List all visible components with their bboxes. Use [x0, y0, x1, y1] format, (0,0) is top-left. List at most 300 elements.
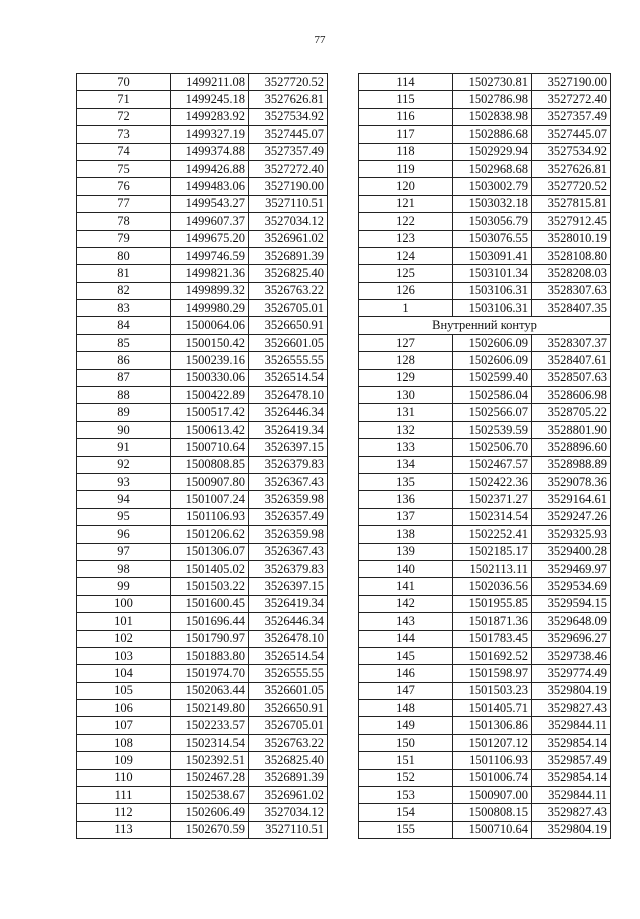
- point-number-cell: 144: [359, 630, 453, 647]
- table-row: [77, 300, 328, 317]
- point-number-cell: 98: [77, 560, 171, 577]
- x-coordinate-cell: 1502063.44: [171, 682, 249, 699]
- point-number-cell: 80: [77, 247, 171, 264]
- y-coordinate-cell: 3526763.22: [249, 734, 328, 751]
- point-number-cell: 75: [77, 160, 171, 177]
- x-coordinate-cell: 1500517.42: [171, 404, 249, 421]
- x-coordinate-cell: 1499374.88: [171, 143, 249, 160]
- y-coordinate-cell: 3526357.49: [249, 508, 328, 525]
- table-row: [77, 126, 328, 143]
- point-number-cell: 101: [77, 613, 171, 630]
- y-coordinate-cell: 3526379.83: [249, 560, 328, 577]
- y-coordinate-cell: 3529738.46: [532, 647, 611, 664]
- table-row: [77, 160, 328, 177]
- y-coordinate-cell: 3529827.43: [532, 700, 611, 717]
- x-coordinate-cell: 1500710.64: [453, 821, 532, 838]
- section-heading-row: [359, 317, 611, 334]
- y-coordinate-cell: 3526397.15: [249, 439, 328, 456]
- table-row: [77, 108, 328, 125]
- point-number-cell: 141: [359, 578, 453, 595]
- x-coordinate-cell: 1502233.57: [171, 717, 249, 734]
- y-coordinate-cell: 3527815.81: [532, 195, 611, 212]
- point-number-cell: 139: [359, 543, 453, 560]
- point-number-cell: 116: [359, 108, 453, 125]
- point-number-cell: 109: [77, 752, 171, 769]
- x-coordinate-cell: 1500613.42: [171, 421, 249, 438]
- table-row: [359, 247, 611, 264]
- y-coordinate-cell: 3526705.01: [249, 300, 328, 317]
- y-coordinate-cell: 3526825.40: [249, 752, 328, 769]
- point-number-cell: 128: [359, 352, 453, 369]
- x-coordinate-cell: 1501503.23: [453, 682, 532, 699]
- point-number-cell: 77: [77, 195, 171, 212]
- x-coordinate-cell: 1499821.36: [171, 265, 249, 282]
- table-row: [77, 91, 328, 108]
- point-number-cell: 121: [359, 195, 453, 212]
- y-coordinate-cell: 3526359.98: [249, 526, 328, 543]
- y-coordinate-cell: 3526891.39: [249, 769, 328, 786]
- table-row: [77, 74, 328, 91]
- point-number-cell: 93: [77, 473, 171, 490]
- y-coordinate-cell: 3527912.45: [532, 213, 611, 230]
- y-coordinate-cell: 3526397.15: [249, 578, 328, 595]
- table-row: [77, 665, 328, 682]
- x-coordinate-cell: 1500808.85: [171, 456, 249, 473]
- table-row: [77, 265, 328, 282]
- point-number-cell: 143: [359, 613, 453, 630]
- point-number-cell: 138: [359, 526, 453, 543]
- x-coordinate-cell: 1500907.00: [453, 787, 532, 804]
- point-number-cell: 72: [77, 108, 171, 125]
- y-coordinate-cell: 3529804.19: [532, 821, 611, 838]
- point-number-cell: 134: [359, 456, 453, 473]
- point-number-cell: 136: [359, 491, 453, 508]
- x-coordinate-cell: 1500710.64: [171, 439, 249, 456]
- y-coordinate-cell: 3527110.51: [249, 821, 328, 838]
- y-coordinate-cell: 3529844.11: [532, 787, 611, 804]
- coordinates-table-left: [76, 73, 328, 839]
- x-coordinate-cell: 1501955.85: [453, 595, 532, 612]
- table-row: [77, 282, 328, 299]
- table-row: [77, 804, 328, 821]
- x-coordinate-cell: 1499483.06: [171, 178, 249, 195]
- point-number-cell: 115: [359, 91, 453, 108]
- point-number-cell: 76: [77, 178, 171, 195]
- point-number-cell: 140: [359, 560, 453, 577]
- point-number-cell: 88: [77, 387, 171, 404]
- y-coordinate-cell: 3529648.09: [532, 613, 611, 630]
- table-row: [77, 508, 328, 525]
- x-coordinate-cell: 1501405.71: [453, 700, 532, 717]
- point-number-cell: 99: [77, 578, 171, 595]
- x-coordinate-cell: 1501790.97: [171, 630, 249, 647]
- y-coordinate-cell: 3528606.98: [532, 387, 611, 404]
- table-row: [77, 787, 328, 804]
- y-coordinate-cell: 3526367.43: [249, 543, 328, 560]
- table-row: [359, 334, 611, 351]
- point-number-cell: 155: [359, 821, 453, 838]
- point-number-cell: 74: [77, 143, 171, 160]
- y-coordinate-cell: 3528988.89: [532, 456, 611, 473]
- point-number-cell: 81: [77, 265, 171, 282]
- table-row: [77, 578, 328, 595]
- table-row: [359, 230, 611, 247]
- point-number-cell: 107: [77, 717, 171, 734]
- point-number-cell: 151: [359, 752, 453, 769]
- point-number-cell: 78: [77, 213, 171, 230]
- x-coordinate-cell: 1499283.92: [171, 108, 249, 125]
- table-row: [77, 647, 328, 664]
- x-coordinate-cell: 1502538.67: [171, 787, 249, 804]
- table-row: [359, 543, 611, 560]
- table-row: [77, 630, 328, 647]
- x-coordinate-cell: 1503076.55: [453, 230, 532, 247]
- table-row: [77, 682, 328, 699]
- y-coordinate-cell: 3527357.49: [532, 108, 611, 125]
- table-row: [77, 613, 328, 630]
- x-coordinate-cell: 1502566.07: [453, 404, 532, 421]
- x-coordinate-cell: 1502586.04: [453, 387, 532, 404]
- x-coordinate-cell: 1501883.80: [171, 647, 249, 664]
- point-number-cell: 153: [359, 787, 453, 804]
- point-number-cell: 130: [359, 387, 453, 404]
- table-row: [77, 352, 328, 369]
- x-coordinate-cell: 1500330.06: [171, 369, 249, 386]
- table-row: [359, 421, 611, 438]
- point-number-cell: 73: [77, 126, 171, 143]
- y-coordinate-cell: 3529078.36: [532, 473, 611, 490]
- y-coordinate-cell: 3527272.40: [249, 160, 328, 177]
- y-coordinate-cell: 3529827.43: [532, 804, 611, 821]
- y-coordinate-cell: 3528896.60: [532, 439, 611, 456]
- y-coordinate-cell: 3528010.19: [532, 230, 611, 247]
- point-number-cell: 70: [77, 74, 171, 91]
- y-coordinate-cell: 3529469.97: [532, 560, 611, 577]
- point-number-cell: 145: [359, 647, 453, 664]
- point-number-cell: 95: [77, 508, 171, 525]
- table-row: [77, 143, 328, 160]
- table-row: [359, 734, 611, 751]
- y-coordinate-cell: 3527626.81: [532, 160, 611, 177]
- y-coordinate-cell: 3527357.49: [249, 143, 328, 160]
- point-number-cell: 127: [359, 334, 453, 351]
- y-coordinate-cell: 3526763.22: [249, 282, 328, 299]
- page-number: 77: [314, 34, 326, 46]
- y-coordinate-cell: 3526555.55: [249, 665, 328, 682]
- x-coordinate-cell: 1500239.16: [171, 352, 249, 369]
- table-row: [77, 195, 328, 212]
- table-row: [359, 195, 611, 212]
- table-row: [77, 700, 328, 717]
- point-number-cell: 126: [359, 282, 453, 299]
- x-coordinate-cell: 1502467.28: [171, 769, 249, 786]
- y-coordinate-cell: 3528407.35: [532, 300, 611, 317]
- table-row: [77, 526, 328, 543]
- table-row: [359, 526, 611, 543]
- table-row: [359, 508, 611, 525]
- y-coordinate-cell: 3526891.39: [249, 247, 328, 264]
- x-coordinate-cell: 1503032.18: [453, 195, 532, 212]
- y-coordinate-cell: 3527720.52: [532, 178, 611, 195]
- x-coordinate-cell: 1503002.79: [453, 178, 532, 195]
- x-coordinate-cell: 1500064.06: [171, 317, 249, 334]
- point-number-cell: 100: [77, 595, 171, 612]
- y-coordinate-cell: 3529247.26: [532, 508, 611, 525]
- y-coordinate-cell: 3526446.34: [249, 404, 328, 421]
- x-coordinate-cell: 1499327.19: [171, 126, 249, 143]
- y-coordinate-cell: 3529854.14: [532, 734, 611, 751]
- y-coordinate-cell: 3527034.12: [249, 804, 328, 821]
- y-coordinate-cell: 3526478.10: [249, 630, 328, 647]
- x-coordinate-cell: 1502371.27: [453, 491, 532, 508]
- point-number-cell: 142: [359, 595, 453, 612]
- x-coordinate-cell: 1502422.36: [453, 473, 532, 490]
- y-coordinate-cell: 3527272.40: [532, 91, 611, 108]
- table-row: [77, 560, 328, 577]
- point-number-cell: 125: [359, 265, 453, 282]
- point-number-cell: 119: [359, 160, 453, 177]
- y-coordinate-cell: 3526705.01: [249, 717, 328, 734]
- table-row: [359, 213, 611, 230]
- y-coordinate-cell: 3528705.22: [532, 404, 611, 421]
- table-row: [77, 543, 328, 560]
- x-coordinate-cell: 1501007.24: [171, 491, 249, 508]
- y-coordinate-cell: 3527720.52: [249, 74, 328, 91]
- x-coordinate-cell: 1502730.81: [453, 74, 532, 91]
- point-number-cell: 117: [359, 126, 453, 143]
- table-row: [359, 265, 611, 282]
- x-coordinate-cell: 1502539.59: [453, 421, 532, 438]
- y-coordinate-cell: 3526825.40: [249, 265, 328, 282]
- y-coordinate-cell: 3526379.83: [249, 456, 328, 473]
- table-row: [359, 665, 611, 682]
- point-number-cell: 83: [77, 300, 171, 317]
- x-coordinate-cell: 1499211.08: [171, 74, 249, 91]
- point-number-cell: 154: [359, 804, 453, 821]
- y-coordinate-cell: 3526601.05: [249, 334, 328, 351]
- x-coordinate-cell: 1501871.36: [453, 613, 532, 630]
- table-row: [77, 317, 328, 334]
- x-coordinate-cell: 1502185.17: [453, 543, 532, 560]
- point-number-cell: 147: [359, 682, 453, 699]
- x-coordinate-cell: 1499245.18: [171, 91, 249, 108]
- y-coordinate-cell: 3529325.93: [532, 526, 611, 543]
- point-number-cell: 114: [359, 74, 453, 91]
- point-number-cell: 135: [359, 473, 453, 490]
- x-coordinate-cell: 1502036.56: [453, 578, 532, 595]
- table-row: [359, 613, 611, 630]
- y-coordinate-cell: 3526601.05: [249, 682, 328, 699]
- x-coordinate-cell: 1502606.09: [453, 334, 532, 351]
- point-number-cell: 131: [359, 404, 453, 421]
- point-number-cell: 137: [359, 508, 453, 525]
- y-coordinate-cell: 3529534.69: [532, 578, 611, 595]
- point-number-cell: 84: [77, 317, 171, 334]
- table-row: [359, 74, 611, 91]
- point-number-cell: 111: [77, 787, 171, 804]
- x-coordinate-cell: 1501598.97: [453, 665, 532, 682]
- point-number-cell: 150: [359, 734, 453, 751]
- x-coordinate-cell: 1501306.07: [171, 543, 249, 560]
- table-row: [359, 456, 611, 473]
- y-coordinate-cell: 3527626.81: [249, 91, 328, 108]
- y-coordinate-cell: 3529854.14: [532, 769, 611, 786]
- x-coordinate-cell: 1501783.45: [453, 630, 532, 647]
- x-coordinate-cell: 1502606.09: [453, 352, 532, 369]
- table-row: [77, 421, 328, 438]
- table-row: [359, 700, 611, 717]
- table-row: [77, 369, 328, 386]
- point-number-cell: 149: [359, 717, 453, 734]
- y-coordinate-cell: 3526419.34: [249, 421, 328, 438]
- x-coordinate-cell: 1501692.52: [453, 647, 532, 664]
- point-number-cell: 96: [77, 526, 171, 543]
- table-row: [359, 404, 611, 421]
- x-coordinate-cell: 1502886.68: [453, 126, 532, 143]
- x-coordinate-cell: 1501974.70: [171, 665, 249, 682]
- x-coordinate-cell: 1499543.27: [171, 195, 249, 212]
- y-coordinate-cell: 3529844.11: [532, 717, 611, 734]
- y-coordinate-cell: 3528307.63: [532, 282, 611, 299]
- x-coordinate-cell: 1502606.49: [171, 804, 249, 821]
- point-number-cell: 108: [77, 734, 171, 751]
- table-row: [77, 213, 328, 230]
- x-coordinate-cell: 1502314.54: [171, 734, 249, 751]
- section-heading: Внутренний контур: [359, 317, 611, 334]
- table-row: [77, 717, 328, 734]
- x-coordinate-cell: 1500808.15: [453, 804, 532, 821]
- y-coordinate-cell: 3526514.54: [249, 369, 328, 386]
- table-row: [359, 578, 611, 595]
- x-coordinate-cell: 1499980.29: [171, 300, 249, 317]
- y-coordinate-cell: 3528507.63: [532, 369, 611, 386]
- table-row: [359, 143, 611, 160]
- table-row: [359, 178, 611, 195]
- table-row: [77, 387, 328, 404]
- point-number-cell: 91: [77, 439, 171, 456]
- table-row: [359, 560, 611, 577]
- table-row: [77, 439, 328, 456]
- point-number-cell: 85: [77, 334, 171, 351]
- table-row: [77, 752, 328, 769]
- table-row: [77, 404, 328, 421]
- x-coordinate-cell: 1501207.12: [453, 734, 532, 751]
- x-coordinate-cell: 1502252.41: [453, 526, 532, 543]
- x-coordinate-cell: 1502929.94: [453, 143, 532, 160]
- x-coordinate-cell: 1502599.40: [453, 369, 532, 386]
- y-coordinate-cell: 3526478.10: [249, 387, 328, 404]
- y-coordinate-cell: 3527445.07: [249, 126, 328, 143]
- point-number-cell: 120: [359, 178, 453, 195]
- point-number-cell: 102: [77, 630, 171, 647]
- table-row: [77, 178, 328, 195]
- table-row: [359, 595, 611, 612]
- table-row: [77, 491, 328, 508]
- table-row: [359, 491, 611, 508]
- x-coordinate-cell: 1503056.79: [453, 213, 532, 230]
- table-row: [359, 804, 611, 821]
- x-coordinate-cell: 1503101.34: [453, 265, 532, 282]
- point-number-cell: 105: [77, 682, 171, 699]
- table-row: [359, 439, 611, 456]
- x-coordinate-cell: 1501106.93: [171, 508, 249, 525]
- x-coordinate-cell: 1499899.32: [171, 282, 249, 299]
- point-number-cell: 112: [77, 804, 171, 821]
- x-coordinate-cell: 1501106.93: [453, 752, 532, 769]
- point-number-cell: 110: [77, 769, 171, 786]
- x-coordinate-cell: 1502149.80: [171, 700, 249, 717]
- x-coordinate-cell: 1502968.68: [453, 160, 532, 177]
- point-number-cell: 79: [77, 230, 171, 247]
- table-row: [359, 352, 611, 369]
- y-coordinate-cell: 3527534.92: [249, 108, 328, 125]
- y-coordinate-cell: 3528307.37: [532, 334, 611, 351]
- table-row: [77, 734, 328, 751]
- y-coordinate-cell: 3529400.28: [532, 543, 611, 560]
- x-coordinate-cell: 1502314.54: [453, 508, 532, 525]
- point-number-cell: 103: [77, 647, 171, 664]
- x-coordinate-cell: 1501696.44: [171, 613, 249, 630]
- x-coordinate-cell: 1501206.62: [171, 526, 249, 543]
- x-coordinate-cell: 1502392.51: [171, 752, 249, 769]
- point-number-cell: 113: [77, 821, 171, 838]
- x-coordinate-cell: 1500907.80: [171, 473, 249, 490]
- x-coordinate-cell: 1502838.98: [453, 108, 532, 125]
- y-coordinate-cell: 3526446.34: [249, 613, 328, 630]
- y-coordinate-cell: 3529696.27: [532, 630, 611, 647]
- x-coordinate-cell: 1501503.22: [171, 578, 249, 595]
- table-row: [77, 473, 328, 490]
- x-coordinate-cell: 1502506.70: [453, 439, 532, 456]
- point-number-cell: 92: [77, 456, 171, 473]
- point-number-cell: 132: [359, 421, 453, 438]
- y-coordinate-cell: 3529594.15: [532, 595, 611, 612]
- point-number-cell: 82: [77, 282, 171, 299]
- x-coordinate-cell: 1503106.31: [453, 282, 532, 299]
- y-coordinate-cell: 3526514.54: [249, 647, 328, 664]
- y-coordinate-cell: 3526650.91: [249, 700, 328, 717]
- point-number-cell: 123: [359, 230, 453, 247]
- x-coordinate-cell: 1501306.86: [453, 717, 532, 734]
- y-coordinate-cell: 3527034.12: [249, 213, 328, 230]
- table-row: [359, 108, 611, 125]
- y-coordinate-cell: 3528108.80: [532, 247, 611, 264]
- point-number-cell: 106: [77, 700, 171, 717]
- table-row: [359, 387, 611, 404]
- y-coordinate-cell: 3526555.55: [249, 352, 328, 369]
- x-coordinate-cell: 1502786.98: [453, 91, 532, 108]
- table-row: [359, 300, 611, 317]
- table-row: [359, 282, 611, 299]
- y-coordinate-cell: 3526419.34: [249, 595, 328, 612]
- table-row: [77, 456, 328, 473]
- point-number-cell: 118: [359, 143, 453, 160]
- y-coordinate-cell: 3527110.51: [249, 195, 328, 212]
- x-coordinate-cell: 1499675.20: [171, 230, 249, 247]
- table-row: [359, 647, 611, 664]
- x-coordinate-cell: 1503106.31: [453, 300, 532, 317]
- point-number-cell: 86: [77, 352, 171, 369]
- y-coordinate-cell: 3528801.90: [532, 421, 611, 438]
- x-coordinate-cell: 1502113.11: [453, 560, 532, 577]
- x-coordinate-cell: 1501600.45: [171, 595, 249, 612]
- table-row: [359, 787, 611, 804]
- y-coordinate-cell: 3526961.02: [249, 230, 328, 247]
- table-row: [359, 821, 611, 838]
- point-number-cell: 122: [359, 213, 453, 230]
- point-number-cell: 89: [77, 404, 171, 421]
- point-number-cell: 104: [77, 665, 171, 682]
